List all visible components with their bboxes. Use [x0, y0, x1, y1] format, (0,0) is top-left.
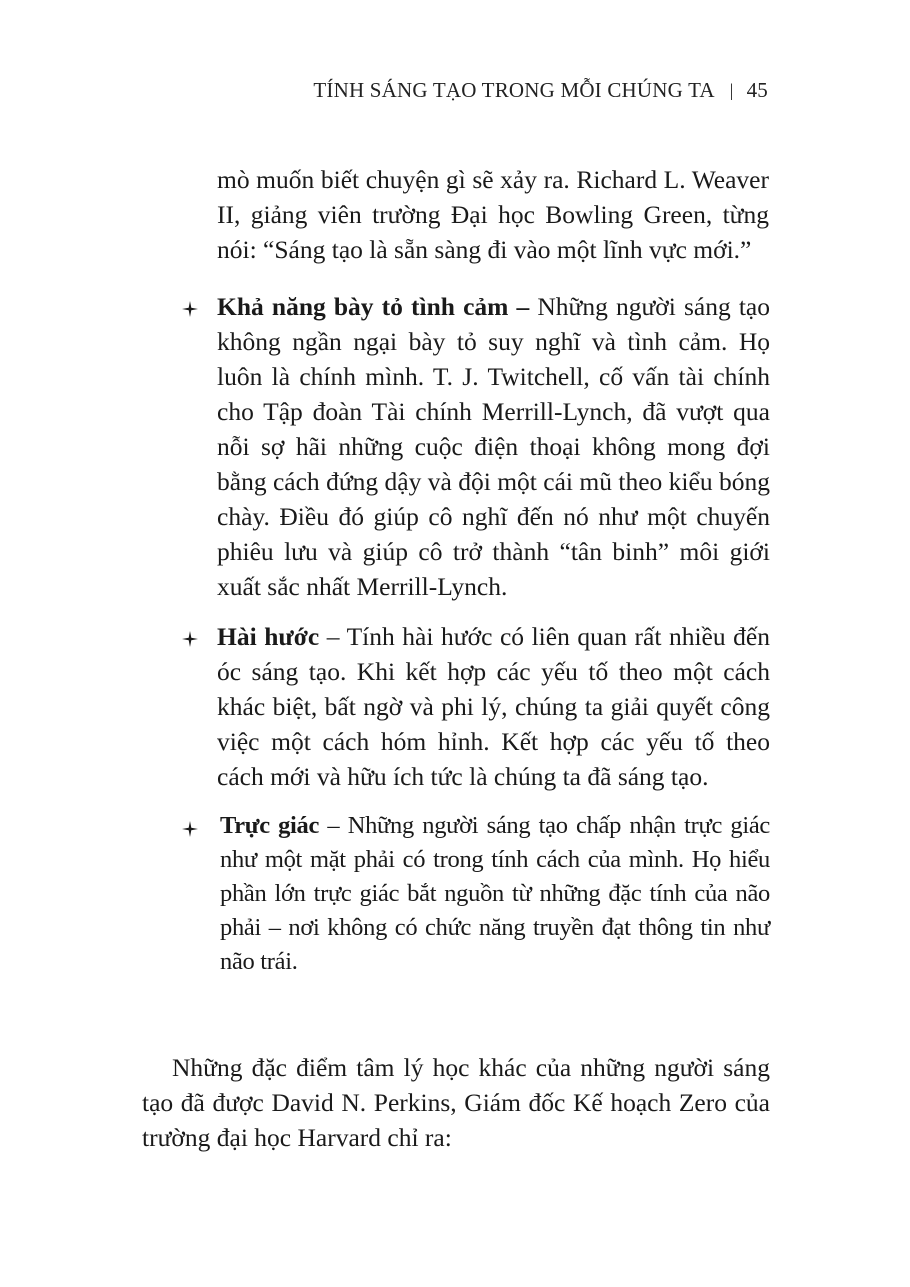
bullet-title: Khả năng bày tỏ tình cảm	[217, 292, 509, 321]
running-title: TÍNH SÁNG TẠO TRONG MỖI CHÚNG TA	[313, 78, 715, 102]
continuation-paragraph: mò muốn biết chuyện gì sẽ xảy ra. Richard L. Weaver II, giảng viên trường Đại học Bowling Green, từng nói: “Sáng tạo là sẵn sàng đi vào một lĩnh vực mới.”	[217, 164, 769, 264]
running-header	[313, 78, 768, 103]
list-item	[180, 809, 770, 979]
list-item	[180, 289, 770, 604]
bullet-dash: –	[319, 812, 348, 839]
four-point-star-icon	[182, 821, 198, 837]
bullet-dash: –	[508, 292, 538, 321]
trait-list	[180, 289, 770, 994]
bullet-text: Những người sáng tạo chấp nhận trực giác như một mặt phải có trong tính cách của mình. Họ hiểu phần lớn trực giác bắt nguồn từ những đặc tính của não phải – nơi không có chức năng truyền đạt thông tin như não trái.	[220, 812, 770, 975]
four-point-star-icon	[182, 301, 198, 317]
four-point-star-icon	[182, 631, 198, 647]
bullet-title: Trực giác	[220, 812, 320, 839]
bullet-dash: –	[319, 622, 347, 651]
bullet-title: Hài hước	[217, 622, 320, 651]
page-number: 45	[746, 78, 768, 102]
bullet-text: Những người sáng tạo không ngần ngại bày tỏ suy nghĩ và tình cảm. Họ luôn là chính mình. T. J. Twitchell, cố vấn tài chính cho Tập đoàn Tài chính Merrill-Lynch, đã vượt qua nỗi sợ hãi những cuộc điện thoại không mong đợi bằng cách đứng dậy và đội một cái mũ theo kiểu bóng chày. Điều đó giúp cô nghĩ đến nó như một chuyến phiêu lưu và giúp cô trở thành “tân binh” môi giới xuất sắc nhất Merrill-Lynch.	[217, 292, 770, 601]
header-separator: |	[729, 80, 734, 100]
bullet-text: Tính hài hước có liên quan rất nhiều đến óc sáng tạo. Khi kết hợp các yếu tố theo một cách khác biệt, bất ngờ và phi lý, chúng ta giải quyết công việc một cách hóm hỉnh. Kết hợp các yếu tố theo cách mới và hữu ích tức là chúng ta đã sáng tạo.	[217, 622, 770, 791]
closing-paragraph: Những đặc điểm tâm lý học khác của những người sáng tạo đã được David N. Perkins, Giám đốc Kế hoạch Zero của trường đại học Harvard chỉ ra:	[142, 1053, 770, 1152]
list-item	[180, 619, 770, 794]
